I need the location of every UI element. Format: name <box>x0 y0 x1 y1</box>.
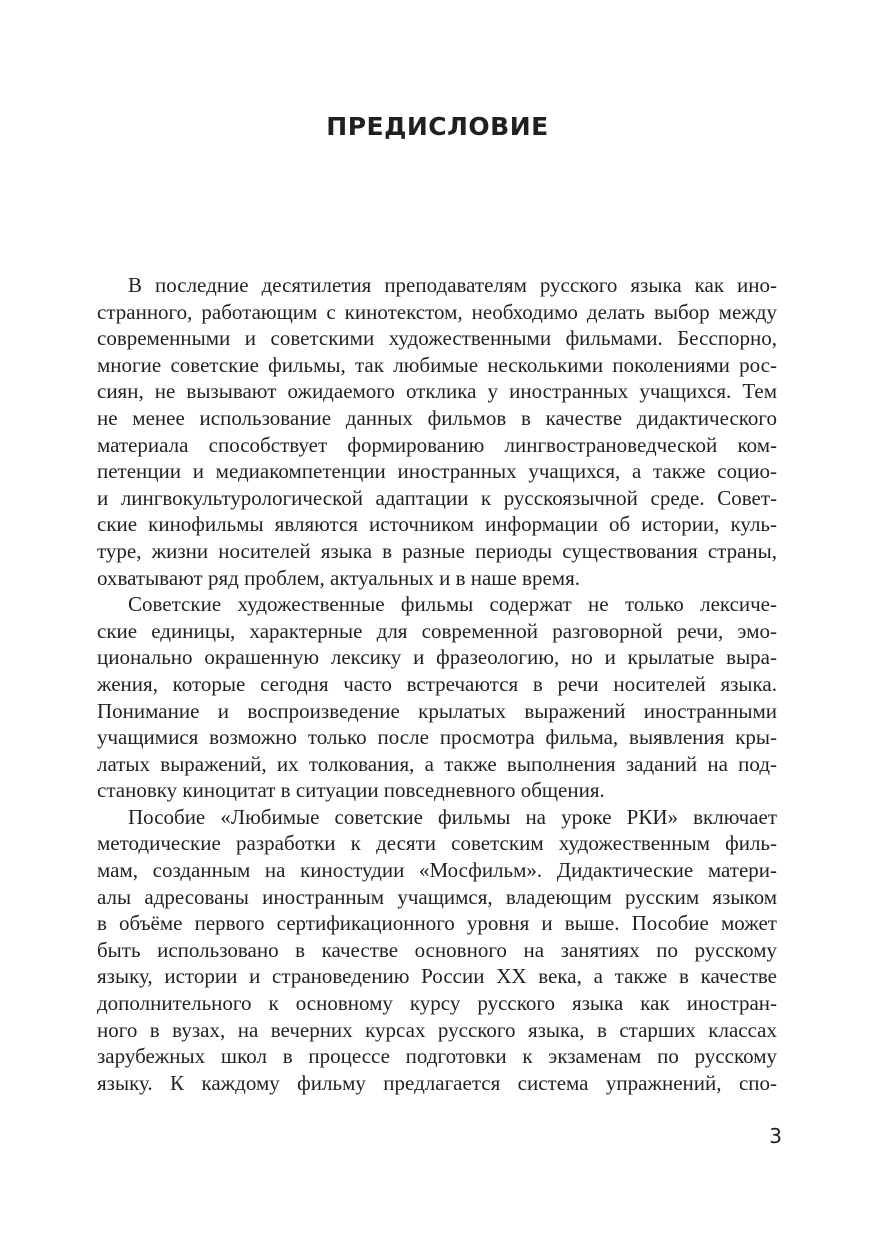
text-line: жения, которые сегодня часто встречаются в речи носителей языка. <box>97 671 777 696</box>
text-line: языку. К каждому фильму предлагается система упражнений, спо- <box>97 1070 777 1095</box>
page-title: ПРЕДИСЛОВИЕ <box>326 112 549 141</box>
text-line: В последние десятилетия преподавателям русского языка как ино- <box>128 273 777 297</box>
text-line: латых выражений, их толкования, а также выполнения заданий на под- <box>97 751 777 776</box>
page-number: 3 <box>769 1124 782 1148</box>
text-line: современными и советскими художественными фильмами. Бесспорно, <box>97 326 777 351</box>
text-line: языку, истории и страноведению России XX века, а также в качестве <box>97 964 777 989</box>
text-line: туре, жизни носителей языка в разные периоды существования страны, <box>97 538 777 563</box>
text-line: зарубежных школ в процессе подготовки к экзаменам по русскому <box>97 1044 777 1069</box>
text-line: многие советские фильмы, так любимые несколькими поколениями рос- <box>97 352 777 377</box>
text-line: ские кинофильмы являются источником информации об истории, куль- <box>97 512 777 537</box>
text-line: в объёме первого сертификационного уровня и выше. Пособие может <box>97 911 777 936</box>
text-line: странного, работающим с кинотекстом, необходимо делать выбор между <box>97 299 777 324</box>
text-line: петенции и медиакомпетенции иностранных учащихся, а также социо- <box>97 459 777 484</box>
paragraph-1 <box>97 272 777 591</box>
text-line: учащимися возможно только после просмотра фильма, выявления кры- <box>97 725 777 750</box>
text-line: не менее использование данных фильмов в качестве дидактического <box>97 405 777 430</box>
text-line: сиян, не вызывают ожидаемого отклика у иностранных учащихся. Тем <box>97 379 777 404</box>
text-line: ские единицы, характерные для современной разговорной речи, эмо- <box>97 618 777 643</box>
text-line: и лингвокультурологической адаптации к русскоязычной среде. Совет- <box>97 485 777 510</box>
text-line: материала способствует формированию лингвострановедческой ком- <box>97 432 777 457</box>
text-line: алы адресованы иностранным учащимся, владеющим русским языком <box>97 884 777 909</box>
text-line: ционально окрашенную лексику и фразеологию, но и крылатые выра- <box>97 645 777 670</box>
text-line: Понимание и воспроизведение крылатых выражений иностранными <box>97 698 777 723</box>
text-line: быть использовано в качестве основного на занятиях по русскому <box>97 937 777 962</box>
text-line: ного в вузах, на вечерних курсах русского языка, в старших классах <box>97 1017 777 1042</box>
paragraph-2 <box>97 591 777 804</box>
text-line: охватывают ряд проблем, актуальных и в наше время. <box>97 565 580 590</box>
text-line: становку киноцитат в ситуации повседневного общения. <box>97 778 605 803</box>
text-line: мам, созданным на киностудии «Мосфильм». Дидактические матери- <box>97 858 777 883</box>
text-line: Пособие «Любимые советские фильмы на уроке РКИ» включает <box>128 804 777 829</box>
body-text <box>97 272 777 1096</box>
paragraph-3 <box>97 804 777 1097</box>
text-line: Советские художественные фильмы содержат не только лексиче- <box>128 592 777 617</box>
text-line: дополнительного к основному курсу русского языка как иностран- <box>97 991 777 1016</box>
text-line: методические разработки к десяти советским художественным филь- <box>97 831 777 856</box>
